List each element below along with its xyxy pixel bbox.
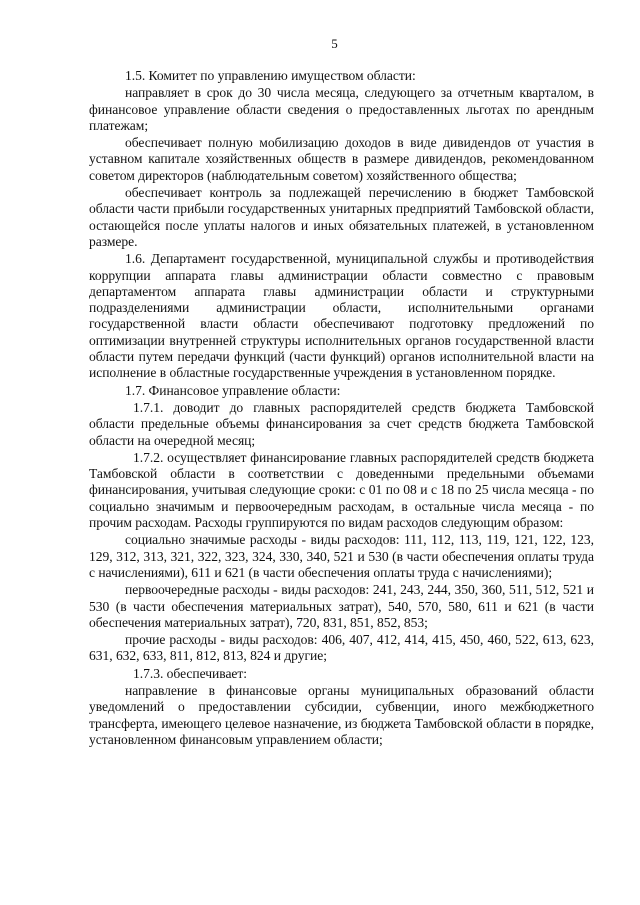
paragraph-1-5-heading: 1.5. Комитет по управлению имуществом области: [125, 68, 416, 83]
paragraph-notifications: направление в финансовые органы муниципальных образований области уведомлений о предоставлении субсидии, субвенции, иного межбюджетного трансферта, имеющего целевое назначение, из бюджета Тамбовской области в порядке, установленном финансовым управлением области; [89, 682, 594, 747]
paragraph-priority-expenses: первоочередные расходы - виды расходов: 241, 243, 244, 350, 360, 511, 512, 521 и 530 (в части обеспечения материальных затрат), 540, 570, 580, 611 и 621 (в части обеспечения материальных затрат), 720, 831, 851, 852, 853; [89, 582, 594, 630]
paragraph-1-7-2: 1.7.2. осуществляет финансирование главных распорядителей средств бюджета Тамбовской области в соответствии с доведенными предельными объемами финансирования, учитывая следующие сроки: с 01 по 08 и с 18 по 25 числа месяца - по социально значимым и первоочередным расходам, в остальные числа месяца - по прочим расходам. Расходы группируются по видам расходов следующим образом: [89, 449, 594, 531]
paragraph-1-6: 1.6. Департамент государственной, муниципальной службы и противодействия коррупции аппарата главы администрации области совместно с правовым департаментом аппарата главы администрации области и структурными подразделениями администрации области, исполнительными органами государственной власти области обеспечивают подготовку предложений по оптимизации внутренней структуры исполнительных органов государственной власти области путем передачи функций (части функций) органов исполнительной власти на исполнение в областные государственные учреждения в установленном порядке. [89, 251, 594, 381]
paragraph-dividends: обеспечивает полную мобилизацию доходов в виде дивидендов от участия в уставном капитале хозяйственных обществ в размере дивидендов, рекомендованном советом директоров (наблюдательным советом) хозяйственного общества; [89, 135, 594, 183]
paragraph-profit-control: обеспечивает контроль за подлежащей перечислению в бюджет Тамбовской области части прибыли государственных унитарных предприятий Тамбовской области, остающейся после уплаты налогов и иных обязательных платежей, в установленном размере. [89, 185, 594, 249]
page-number: 5 [331, 36, 338, 51]
paragraph-1-7-3: 1.7.3. обеспечивает: [133, 665, 248, 681]
paragraph-other-expenses: прочие расходы - виды расходов: 406, 407, 412, 414, 415, 450, 460, 522, 613, 623, 631, 632, 633, 811, 812, 813, 824 и другие; [89, 632, 594, 664]
paragraph-1-7-heading: 1.7. Финансовое управление области: [125, 382, 341, 398]
paragraph-1-7-1: 1.7.1. доводит до главных распорядителей средств бюджета Тамбовской области предельные объемы финансирования за счет средств бюджета Тамбовской области на очередной месяц; [89, 399, 594, 448]
paragraph-social-expenses: социально значимые расходы - виды расходов: 111, 112, 113, 119, 121, 122, 123, 129, 312, 313, 321, 322, 323, 324, 330, 340, 521 и 530 (в части обеспечения оплаты труда с начислениями), 611 и 621 (в части обеспечения оплаты труда с начислениями); [89, 532, 594, 580]
paragraph-rent-benefits: направляет в срок до 30 числа месяца, следующего за отчетным кварталом, в финансовое управление области сведения о предоставленных льготах по арендным платежам; [89, 85, 594, 133]
